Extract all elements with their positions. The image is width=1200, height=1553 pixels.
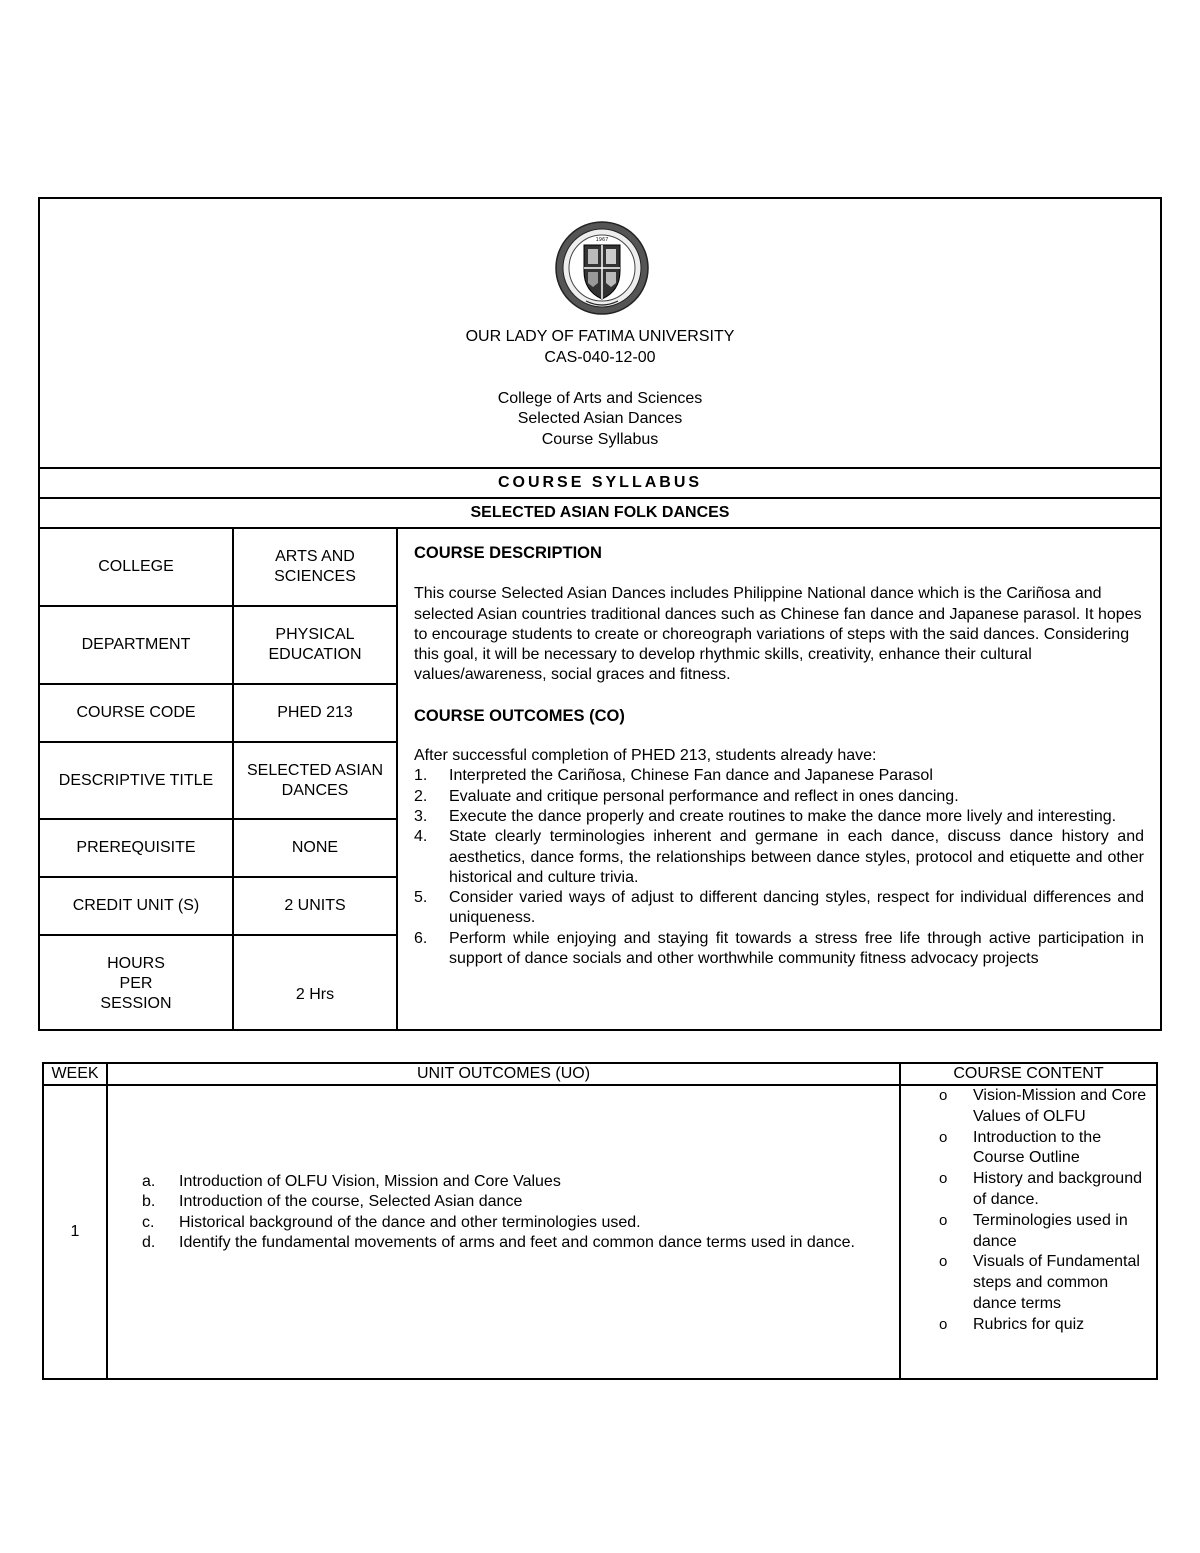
unit-outcomes-cell (108, 1086, 901, 1378)
college-name: College of Arts and Sciences (497, 389, 703, 407)
course-info-grid (40, 529, 396, 1031)
list-item (939, 1252, 1148, 1314)
bullet-icon: o (939, 1170, 948, 1188)
content-text: Introduction to the Course Outline (973, 1128, 1102, 1167)
content-text: Vision-Mission and Core Values of OLFU (973, 1087, 1147, 1125)
info-row-college (40, 529, 396, 607)
list-item (414, 787, 1144, 807)
outcome-letter: a. (142, 1173, 156, 1190)
course-description-heading: COURSE DESCRIPTION (414, 544, 602, 562)
info-label: HOURS PER SESSION (40, 936, 234, 1031)
unit-outcomes-header: UNIT OUTCOMES (UO) (108, 1064, 901, 1084)
course-title-banner: SELECTED ASIAN FOLK DANCES (40, 499, 1160, 529)
list-item (939, 1086, 1148, 1128)
outcome-text: Evaluate and critique personal performance and reflect in ones dancing. (449, 787, 959, 805)
bullet-icon: o (939, 1211, 948, 1229)
outcome-text: Historical background of the dance and other terminologies used. (179, 1213, 641, 1231)
outcome-text: Execute the dance properly and create routines to make the dance more lively and interesting. (449, 807, 1117, 825)
table-header-row (44, 1064, 1156, 1086)
info-label: COLLEGE (40, 529, 234, 605)
week-cell (44, 1086, 108, 1378)
list-item (142, 1213, 869, 1233)
info-label: COURSE CODE (40, 685, 234, 741)
course-name: Selected Asian Dances (517, 410, 683, 427)
outcome-text: Consider varied ways of adjust to different dancing styles, respect for individual differences and uniqueness. (449, 889, 1144, 927)
svg-text:1967: 1967 (595, 237, 609, 243)
info-value: SELECTED ASIAN DANCES (246, 761, 384, 799)
info-value: PHYSICAL EDUCATION (268, 626, 362, 663)
course-content-cell (901, 1086, 1156, 1378)
university-seal-icon (550, 221, 654, 315)
weekly-plan-table (42, 1062, 1158, 1380)
content-text: Visuals of Fundamental steps and common dance terms (973, 1253, 1140, 1312)
info-row-credit-unit (40, 878, 396, 936)
list-item (939, 1315, 1148, 1336)
outcome-number: 6. (414, 929, 428, 947)
week-number: 1 (70, 1223, 80, 1240)
syllabus-header-table (38, 197, 1162, 1031)
bullet-icon: o (939, 1087, 948, 1104)
list-item (939, 1128, 1148, 1170)
document-code: CAS-040-12-00 (544, 348, 656, 366)
outcome-text: State clearly terminologies inherent and germane in each dance, discuss dance history and aesthetics, dance forms, the relationships between dance styles, protocol and etiquette and other historical and culture trivia. (449, 828, 1144, 886)
info-label: DEPARTMENT (40, 607, 234, 683)
list-item (142, 1233, 869, 1253)
course-content-header: COURSE CONTENT (953, 1065, 1104, 1082)
bullet-icon: o (939, 1315, 948, 1333)
list-item (939, 1169, 1148, 1211)
outcome-text: Introduction of OLFU Vision, Mission and Core Values (179, 1173, 561, 1190)
info-value: 2 UNITS (284, 897, 346, 914)
course-content-list (939, 1086, 1148, 1336)
outcome-number: 3. (414, 807, 428, 825)
course-outcomes-list (414, 766, 1144, 969)
content-text: Terminologies used in dance (973, 1211, 1128, 1250)
list-item (142, 1172, 869, 1192)
info-row-course-code (40, 685, 396, 743)
content-text: History and background of dance. (973, 1170, 1142, 1208)
outcome-letter: c. (142, 1213, 155, 1231)
info-label: DESCRIPTIVE TITLE (40, 743, 234, 818)
bullet-icon: o (939, 1253, 948, 1271)
info-value: PHED 213 (277, 704, 353, 721)
content-text: Rubrics for quiz (973, 1315, 1085, 1333)
course-outcomes-intro: After successful completion of PHED 213, students already have: (414, 747, 877, 765)
course-description-column (396, 529, 1162, 1031)
outcome-number: 1. (414, 767, 428, 785)
outcome-text: Perform while enjoying and staying fit towards a stress free life through active participation in support of dance socials and other worthwhile community fitness advocacy projects (449, 929, 1144, 968)
list-item (414, 929, 1144, 970)
outcome-text: Identify the fundamental movements of arms and feet and common dance terms used in dance. (179, 1233, 855, 1251)
table-row (44, 1086, 1156, 1378)
info-label: PREREQUISITE (40, 820, 234, 876)
course-description-text: This course Selected Asian Dances includes Philippine National dance which is the Cariñosa and selected Asian countries traditional dances such as Chinese fan dance and Japanese parasol. It hopes to encourage students to create or choreograph variations of steps with the said dances. Considering this goal, it will be necessary to develop rhythmic skills, creativity, enhance their cultural values/awareness, social graces and fitness. (414, 585, 1142, 684)
info-row-hours (40, 936, 396, 1031)
info-value: 2 Hrs (295, 985, 335, 1003)
outcome-text: Introduction of the course, Selected Asian dance (179, 1193, 523, 1211)
outcome-letter: b. (142, 1193, 156, 1211)
list-item (939, 1211, 1148, 1253)
outcome-text: Interpreted the Cariñosa, Chinese Fan dance and Japanese Parasol (449, 767, 933, 785)
outcome-number: 5. (414, 889, 428, 907)
info-value: NONE (291, 839, 339, 856)
info-row-department (40, 607, 396, 685)
info-value: ARTS AND SCIENCES (274, 548, 356, 585)
info-row-descriptive-title (40, 743, 396, 820)
list-item (414, 807, 1144, 827)
unit-outcomes-list (142, 1172, 869, 1253)
bullet-icon: o (939, 1128, 948, 1146)
list-item (414, 766, 1144, 786)
header-text (40, 327, 1160, 450)
document-type: Course Syllabus (541, 430, 659, 448)
outcome-number: 4. (414, 828, 428, 846)
university-name: OUR LADY OF FATIMA UNIVERSITY (465, 328, 735, 345)
list-item (142, 1192, 869, 1212)
course-outcomes-heading: COURSE OUTCOMES (CO) (414, 706, 625, 725)
info-row-prerequisite (40, 820, 396, 878)
list-item (414, 888, 1144, 929)
outcome-number: 2. (414, 787, 428, 805)
outcome-letter: d. (142, 1233, 156, 1251)
list-item (414, 827, 1144, 888)
university-header (40, 199, 1160, 469)
info-label: CREDIT UNIT (S) (40, 878, 234, 934)
week-header: WEEK (44, 1064, 108, 1084)
course-syllabus-banner: COURSE SYLLABUS (40, 469, 1160, 499)
